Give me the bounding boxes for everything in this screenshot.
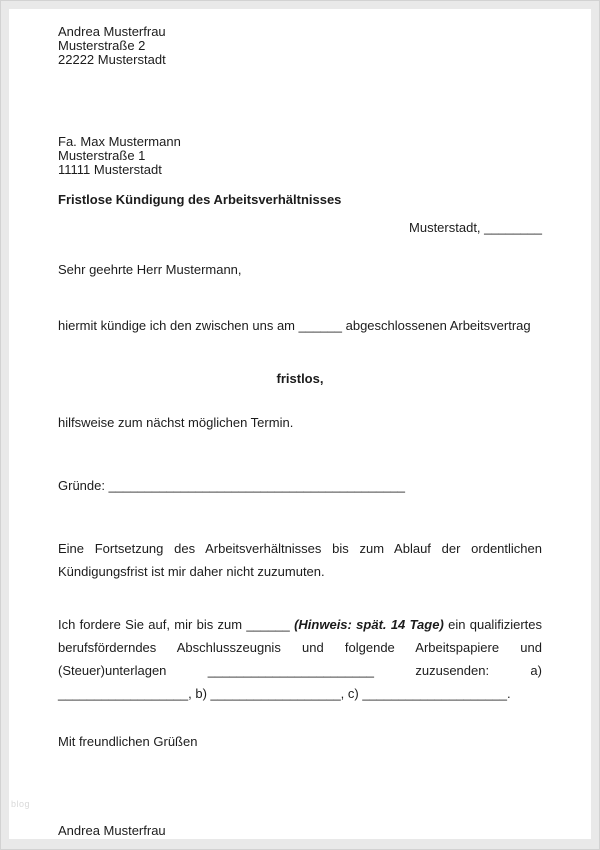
sender-name: Andrea Musterfrau bbox=[58, 24, 166, 39]
salutation: Sehr geehrte Herr Mustermann, bbox=[58, 262, 242, 277]
paragraph-continuation: Eine Fortsetzung des Arbeitsverhältnisses bis zum Ablauf der ordentlichen Kündigungsfrist ist mir daher nicht zuzumuten. bbox=[58, 541, 542, 579]
demand-text-after-hint: ein qualifiziertes berufsförderndes Abschlusszeugnis und folgende Arbeitspapiere und (Steuer)unterlagen _______________________ zuzusenden: a) __________________, b) __________________, c) ____________________. bbox=[58, 617, 543, 701]
recipient-name: Fa. Max Mustermann bbox=[58, 134, 181, 149]
sender-street: Musterstraße 2 bbox=[58, 38, 146, 53]
paragraph-emphasis: fristlos, bbox=[276, 371, 324, 386]
paragraph-fallback: hilfsweise zum nächst möglichen Termin. bbox=[58, 415, 294, 430]
subject-line: Fristlose Kündigung des Arbeitsverhältnisses bbox=[58, 192, 342, 207]
paragraph-demand bbox=[58, 613, 542, 705]
closing-line: Mit freundlichen Grüßen bbox=[58, 734, 198, 749]
recipient-city: 11111 Musterstadt bbox=[58, 162, 162, 177]
sender-city: 22222 Musterstadt bbox=[58, 52, 166, 67]
demand-hint: (Hinweis: spät. 14 Tage) bbox=[294, 617, 444, 632]
reasons-blank-line: _________________________________________ bbox=[108, 478, 406, 493]
paragraph-reasons bbox=[58, 474, 542, 497]
reasons-label: Gründe: bbox=[58, 478, 109, 493]
letter-page bbox=[9, 9, 591, 839]
sender-address-block bbox=[58, 25, 542, 67]
signature-name: Andrea Musterfrau bbox=[58, 823, 166, 838]
demand-text-before-hint: Ich fordere Sie auf, mir bis zum ______ bbox=[58, 617, 295, 632]
recipient-address-block bbox=[58, 135, 542, 177]
paragraph-intro: hiermit kündige ich den zwischen uns am ______ abgeschlossenen Arbeitsvertrag bbox=[58, 318, 531, 333]
date-line: Musterstadt, ________ bbox=[409, 220, 542, 235]
watermark-blog: blog bbox=[11, 799, 31, 809]
recipient-street: Musterstraße 1 bbox=[58, 148, 146, 163]
